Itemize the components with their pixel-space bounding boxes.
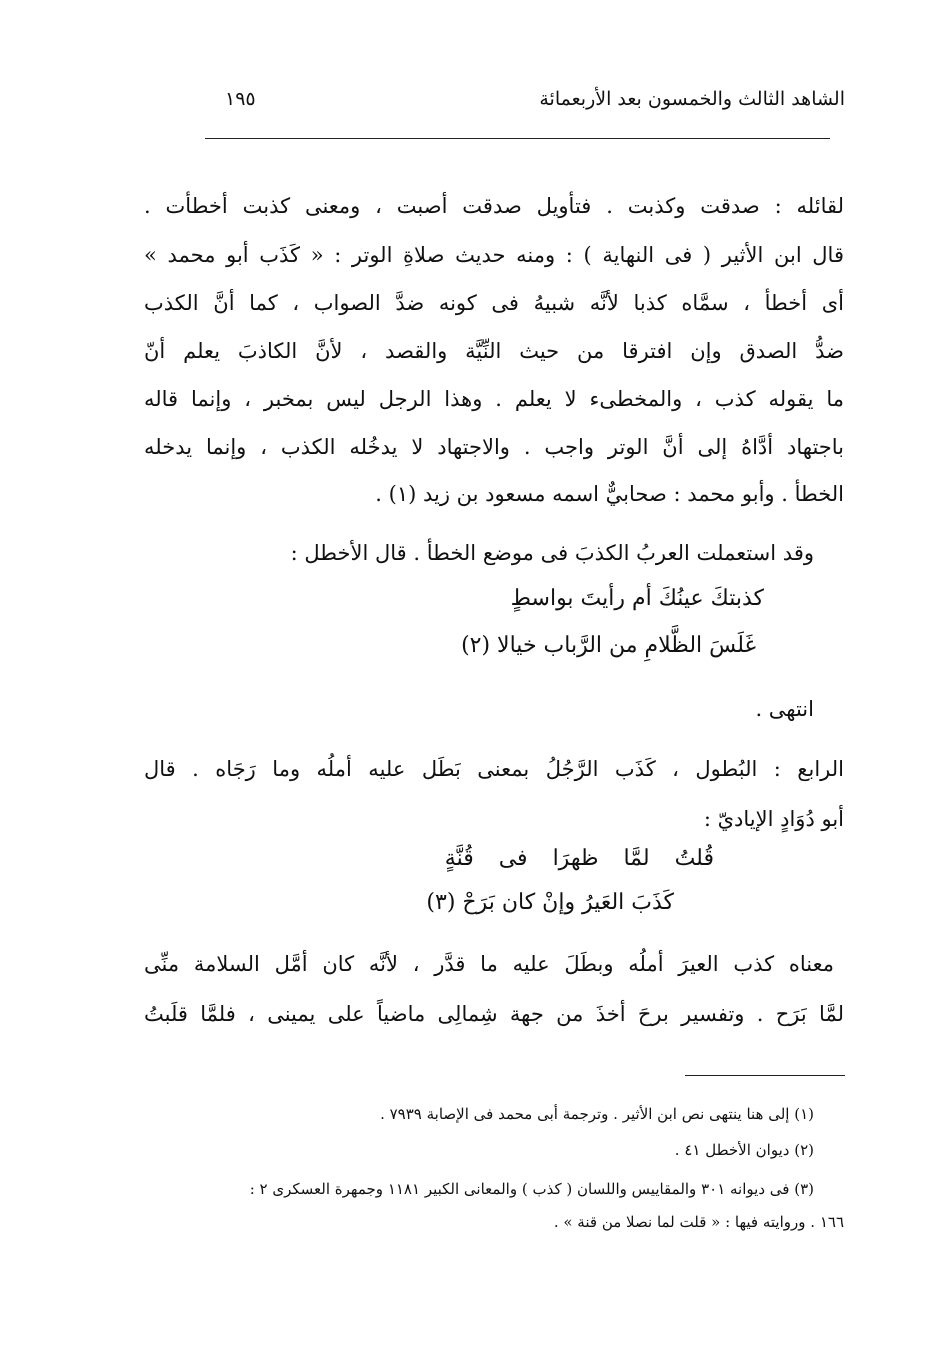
body-line: قال ابن الأثير ( فى النهاية ) : ومنه حديث صلاةِ الوتر : « كَذَب أبو محمد » [144, 243, 844, 267]
footnote: (٣) فى ديوانه ٣٠١ والمقاييس واللسان ( كذب ) والمعانى الكبير ١١٨١ وجمهرة العسكرى ٢ : [249, 1180, 814, 1198]
footnote: (٢) ديوان الأخطل ٤١ . [674, 1141, 814, 1159]
body-line: لقائله : صدقت وكذبت . فتأويل صدقت أصبت ، ومعنى كذبت أخطأت . [144, 194, 844, 218]
running-head: الشاهد الثالث والخمسون بعد الأربعمائة [539, 88, 845, 110]
footnote: (١) إلى هنا ينتهى نص ابن الأثير . وترجمة أبى محمد فى الإصابة ٧٩٣٩ . [380, 1105, 814, 1123]
body-line: الرابع : البُطول ، كَذَب الرَّجُلُ بمعنى بَطَل عليه أملُه وما رَجَاه . قال [144, 757, 844, 781]
body-line: انتهى . [755, 697, 814, 721]
body-line: ضدُّ الصدق وإن افترقا من حيث النِّيَّة والقصد ، لأنَّ الكاذبَ يعلم أنّ [144, 339, 844, 363]
body-line: لمَّا بَرَح . وتفسير برحَ أخذَ من جهة شِمالِى ماضياً على يمينى ، فلمَّا قلَبتُ [144, 1002, 844, 1026]
footnote-continuation: ١٦٦ . وروايته فيها : « قلت لما نصلا من قنة » . [553, 1213, 844, 1231]
body-line: أى أخطأ ، سمَّاه كذبا لأنَّه شبيهُ فى كونه ضدَّ الصواب ، كما أنَّ الكذب [144, 291, 844, 315]
verse-hemistich: كذبتكَ عينُكَ أم رأيتَ بواسطٍ [510, 586, 764, 611]
verse-hemistich: قُلتُ لمَّا ظهرَا فى قُنَّةٍ [444, 846, 714, 871]
body-line: وقد استعملت العربُ الكذبَ فى موضع الخطأ . قال الأخطل : [290, 541, 814, 565]
page-number: ١٩٥ [225, 88, 256, 110]
verse-hemistich: غَلَسَ الظَّلامِ من الرَّباب خيالا (٢) [461, 633, 756, 658]
body-line: أبو دُوَادٍ الإياديّ : [703, 807, 844, 831]
header-rule [205, 138, 830, 139]
footnote-rule [685, 1075, 845, 1076]
body-line: ما يقوله كذب ، والمخطىء لا يعلم . وهذا الرجل ليس بمخبر ، وإنما قاله [144, 387, 844, 411]
body-line: الخطأ . وأبو محمد : صحابيٌّ اسمه مسعود بن زيد (١) . [375, 482, 844, 506]
page-header [205, 88, 845, 122]
body-line: باجتهاد أدَّاهُ إلى أنَّ الوتر واجب . والاجتهاد لا يدخُله الكذب ، وإنما يدخله [144, 435, 844, 459]
body-line: معناه كذب العيرَ أملُه وبطَلَ عليه ما قدَّر ، لأنَّه كان أمَّل السلامة منِّى [144, 952, 834, 976]
verse-hemistich: كَذَبَ العَيرُ وإنْ كان بَرَحْ (٣) [426, 890, 674, 915]
